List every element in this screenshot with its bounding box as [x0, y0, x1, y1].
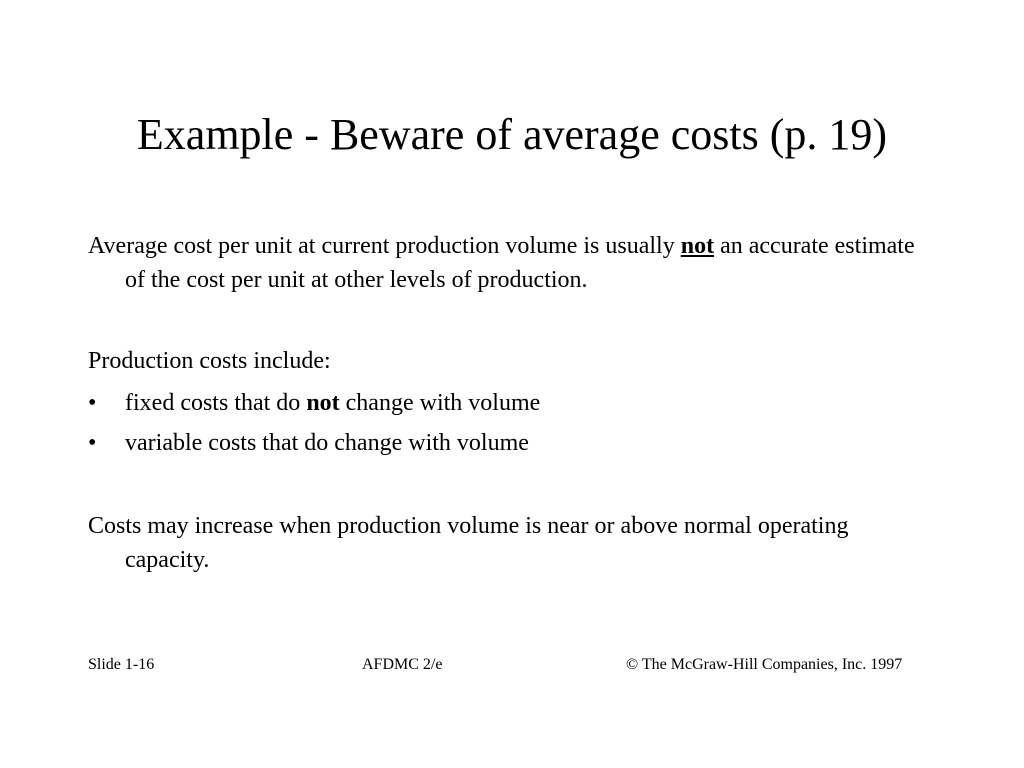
bullet-marker: •: [88, 390, 97, 416]
paragraph-average-cost-text-start: Average cost per unit at current production volume is usually: [88, 233, 681, 259]
footer-course: AFDMC 2/e: [362, 656, 443, 673]
production-costs-lead: Production costs include:: [88, 348, 331, 374]
bullet-marker: •: [88, 430, 97, 456]
footer-copyright: © The McGraw-Hill Companies, Inc. 1997: [626, 656, 903, 673]
bullet-text: [125, 386, 540, 420]
bullet-text-end: change with volume: [339, 390, 541, 416]
slide-title: Example - Beware of average costs (p. 19): [136, 110, 888, 159]
paragraph-capacity: Costs may increase when production volume is near or above normal operating capacity.: [88, 513, 849, 573]
bullet-text-start: fixed costs that do: [125, 390, 307, 416]
bullet-text: variable costs that do change with volume: [125, 430, 529, 456]
footer-slide-number: Slide 1-16: [88, 656, 155, 673]
emphasis-not: not: [306, 390, 340, 416]
paragraph-average-cost: [88, 229, 918, 297]
emphasis-not: not: [680, 233, 715, 259]
paragraph-average-cost-text-end: an accurate estimate of the cost per unit at other levels of production.: [125, 233, 915, 293]
